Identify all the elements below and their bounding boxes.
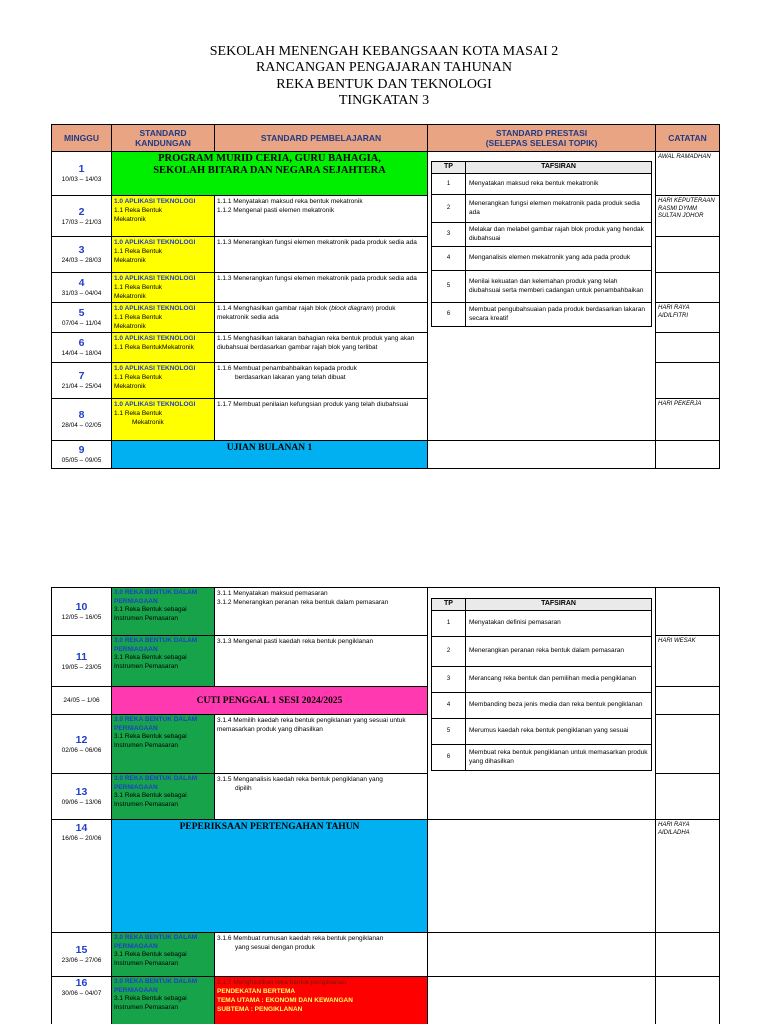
week-cell: 2 17/03 – 21/03 [52,196,112,237]
standard-kandungan: 3.0 REKA BENTUK DALAM PERNIAGAAN 3.1 Reka Bentuk sebagai Instrumen Pemasaran [112,933,215,977]
prestasi-cell-1 [428,152,656,441]
catatan-note: HARI PEKERJA [656,399,720,441]
tafsiran-text: Menganalisis elemen mekatronik yang ada pada produk [466,247,652,271]
tp-value: 5 [432,719,466,745]
standard-pembelajaran: 1.1.3 Menerangkan fungsi elemen mekatronik pada produk sedia ada [215,237,428,273]
tp-value: 3 [432,667,466,693]
week-cell: 3 24/03 – 28/03 [52,237,112,273]
cuti-banner: CUTI PENGGAL 1 SESI 2024/2025 [112,687,428,715]
catatan-note: AWAL RAMADHAN [656,152,720,196]
standard-pembelajaran: 1.1.7 Membuat penilaian kefungsian produk yang telah diubahsuai [215,399,428,441]
week-cell: 12 02/06 – 06/06 [52,715,112,774]
tp-value: 4 [432,247,466,271]
tafsiran-text: Merancang reka bentuk dan pemilihan media pengiklanan [466,667,652,693]
tafsiran-text: Melakar dan melabel gambar rajah blok produk yang hendak diubahsuai [466,223,652,247]
prestasi-empty [428,820,656,933]
standard-kandungan: 3.0 REKA BENTUK DALAM PERNIAGAAN 3.1 Reka Bentuk sebagai Instrumen Pemasaran [112,977,215,1024]
school-name: SEKOLAH MENENGAH KEBANGSAAN KOTA MASAI 2 [209,44,559,59]
standard-pembelajaran: 1.1.3 Menerangkan fungsi elemen mekatronik pada produk sedia ada [215,273,428,303]
tafsiran-text: Membuat pengubahsuaian pada produk berdasarkan lakaran secara kreatif [466,303,652,327]
standard-kandungan: 1.0 APLIKASI TEKNOLOGI 1.1 Reka Bentuk Mekatronik [112,196,215,237]
catatan-note: HARI RAYA AIDILFITRI [656,303,720,333]
standard-pembelajaran: 3.1.6 Membuat rumusan kaedah reka bentuk pengiklanan yang sesuai dengan produk [215,933,428,977]
prestasi-empty [428,441,656,469]
tp-value: 3 [432,223,466,247]
week-cell: 9 05/05 – 09/05 [52,441,112,469]
tp-value: 6 [432,745,466,771]
catatan-note: HARI KEPUTERAAN RASMI DYMM SULTAN JOHOR [656,196,720,237]
standard-pembelajaran-tema: 3.1.7 Menghasilkan reka bentuk pengiklanan PENDEKATAN BERTEMA TEMA UTAMA : EKONOMI DAN KEWANGAN SUBTEMA : PENGIKLANAN [215,977,428,1024]
tafsiran-text: Membuat reka bentuk pengiklanan untuk memasarkan produk yang dihasilkan [466,745,652,771]
tafsiran-text: Membanding beza jenis media dan reka bentuk pengiklanan [466,693,652,719]
week-cell: 15 23/06 – 27/06 [52,933,112,977]
prestasi-empty [428,977,656,1024]
catatan-empty [656,363,720,399]
week-cell: 10 12/05 – 16/05 [52,588,112,636]
col-standard-kandungan: STANDARD KANDUNGAN [112,125,215,152]
catatan-empty [656,933,720,977]
prestasi-empty [428,933,656,977]
standard-pembelajaran: 1.1.6 Membuat penambahbaikan kepada produk berdasarkan lakaran yang telah dibuat [215,363,428,399]
catatan-empty [656,687,720,715]
col-standard-prestasi: STANDARD PRESTASI (SELEPAS SELESAI TOPIK) [428,125,656,152]
tafsiran-text: Merumus kaedah reka bentuk pengiklanan yang sesuai [466,719,652,745]
catatan-empty [656,588,720,636]
week-cell: 4 31/03 – 04/04 [52,273,112,303]
standard-pembelajaran: 1.1.1 Menyatakan maksud reka bentuk mekatronik 1.1.2 Mengenal pasti elemen mekatronik [215,196,428,237]
tp-value: 5 [432,271,466,303]
week-cell: 16 30/06 – 04/07 [52,977,112,1024]
standard-pembelajaran: 3.1.5 Menganalisis kaedah reka bentuk pengiklanan yang dipilih [215,774,428,820]
catatan-empty [656,715,720,774]
plan-table-2 [51,587,720,1024]
tafsiran-header: TAFSIRAN [466,162,652,174]
tp-header: TP [432,162,466,174]
tafsiran-text: Menyatakan definisi pemasaran [466,611,652,637]
plan-table-1 [51,124,720,469]
tafsiran-text: Menilai kekuatan dan kelemahan produk yang telah diubahsuai serta memberi cadangan untuk penambahbaikan [466,271,652,303]
standard-pembelajaran: 3.1.4 Memilih kaedah reka bentuk pengiklanan yang sesuai untuk memasarkan produk yang dihasilkan [215,715,428,774]
plan-title: RANCANGAN PENGAJARAN TAHUNAN [255,60,513,75]
tp-value: 2 [432,637,466,667]
tp-value: 2 [432,195,466,223]
week-cell: 8 28/04 – 02/05 [52,399,112,441]
tp-header: TP [432,599,466,611]
standard-kandungan: 1.0 APLIKASI TEKNOLOGI 1.1 Reka Bentuk Mekatronik [112,363,215,399]
catatan-empty [656,774,720,820]
standard-pembelajaran: 1.1.4 Menghasilkan gambar rajah blok (block diagram) produk mekatronik sedia ada [215,303,428,333]
standard-pembelajaran: 1.1.5 Menghasilkan lakaran bahagian reka bentuk produk yang akan diubahsuai berdasarkan gambar rajah blok yang terlibat [215,333,428,363]
col-catatan: CATATAN [656,125,720,152]
standard-kandungan: 1.0 APLIKASI TEKNOLOGI 1.1 Reka Bentuk Mekatronik [112,399,215,441]
week-cell: 11 19/05 – 23/05 [52,636,112,687]
standard-kandungan: 3.0 REKA BENTUK DALAM PERNIAGAAN 3.1 Reka Bentuk sebagai Instrumen Pemasaran [112,588,215,636]
week-cell: 1 10/03 – 14/03 [52,152,112,196]
tafsiran-header: TAFSIRAN [466,599,652,611]
catatan-note: HARI WESAK [656,636,720,687]
tafsiran-text: Menerangkan peranan reka bentuk dalam pemasaran [466,637,652,667]
week-cell: 13 09/06 – 13/06 [52,774,112,820]
standard-kandungan: 1.0 APLIKASI TEKNOLOGI 1.1 Reka Bentuk Mekatronik [112,273,215,303]
week-cell: 6 14/04 – 18/04 [52,333,112,363]
standard-kandungan: 1.0 APLIKASI TEKNOLOGI 1.1 Reka BentukMekatronik [112,333,215,363]
catatan-empty [656,237,720,273]
catatan-empty [656,333,720,363]
tp-value: 6 [432,303,466,327]
form-title: TINGKATAN 3 [338,93,430,108]
tafsiran-text: Menyatakan maksud reka bentuk mekatronik [466,174,652,195]
week-cell: 7 21/04 – 25/04 [52,363,112,399]
tafsiran-table-1 [431,161,652,327]
col-minggu: MINGGU [52,125,112,152]
tafsiran-text: Menerangkan fungsi elemen mekatronik pada produk sedia ada [466,195,652,223]
standard-kandungan: 1.0 APLIKASI TEKNOLOGI 1.1 Reka Bentuk Mekatronik [112,237,215,273]
catatan-note: HARI RAYA AIDILADHA [656,820,720,933]
standard-kandungan: 3.0 REKA BENTUK DALAM PERNIAGAAN 3.1 Reka Bentuk sebagai Instrumen Pemasaran [112,715,215,774]
week-cell: 14 16/06 – 20/06 [52,820,112,933]
col-standard-pembelajaran: STANDARD PEMBELAJARAN [215,125,428,152]
week-cell: 24/05 – 1/06 [52,687,112,715]
ujian-banner: UJIAN BULANAN 1 [112,441,428,469]
catatan-empty [656,273,720,303]
subject-title: REKA BENTUK DAN TEKNOLOGI [276,77,492,92]
prestasi-cell-2 [428,588,656,820]
tp-value: 1 [432,611,466,637]
standard-kandungan: 3.0 REKA BENTUK DALAM PERNIAGAAN 3.1 Reka Bentuk sebagai Instrumen Pemasaran [112,636,215,687]
tafsiran-table-2 [431,598,652,771]
peperiksaan-banner: PEPERIKSAAN PERTENGAHAN TAHUN [112,820,428,933]
catatan-empty [656,977,720,1024]
catatan-empty [656,441,720,469]
standard-kandungan: 1.0 APLIKASI TEKNOLOGI 1.1 Reka Bentuk Mekatronik [112,303,215,333]
standard-pembelajaran: 3.1.3 Mengenal pasti kaedah reka bentuk pengiklanan [215,636,428,687]
standard-pembelajaran: 3.1.1 Menyatakan maksud pemasaran 3.1.2 Menerangkan peranan reka bentuk dalam pemasaran [215,588,428,636]
tp-value: 1 [432,174,466,195]
program-banner: PROGRAM MURID CERIA, GURU BAHAGIA, SEKOLAH BITARA DAN NEGARA SEJAHTERA [112,152,428,196]
standard-kandungan: 3.0 REKA BENTUK DALAM PERNIAGAAN 3.1 Reka Bentuk sebagai Instrumen Pemasaran [112,774,215,820]
tp-value: 4 [432,693,466,719]
week-cell: 5 07/04 – 11/04 [52,303,112,333]
